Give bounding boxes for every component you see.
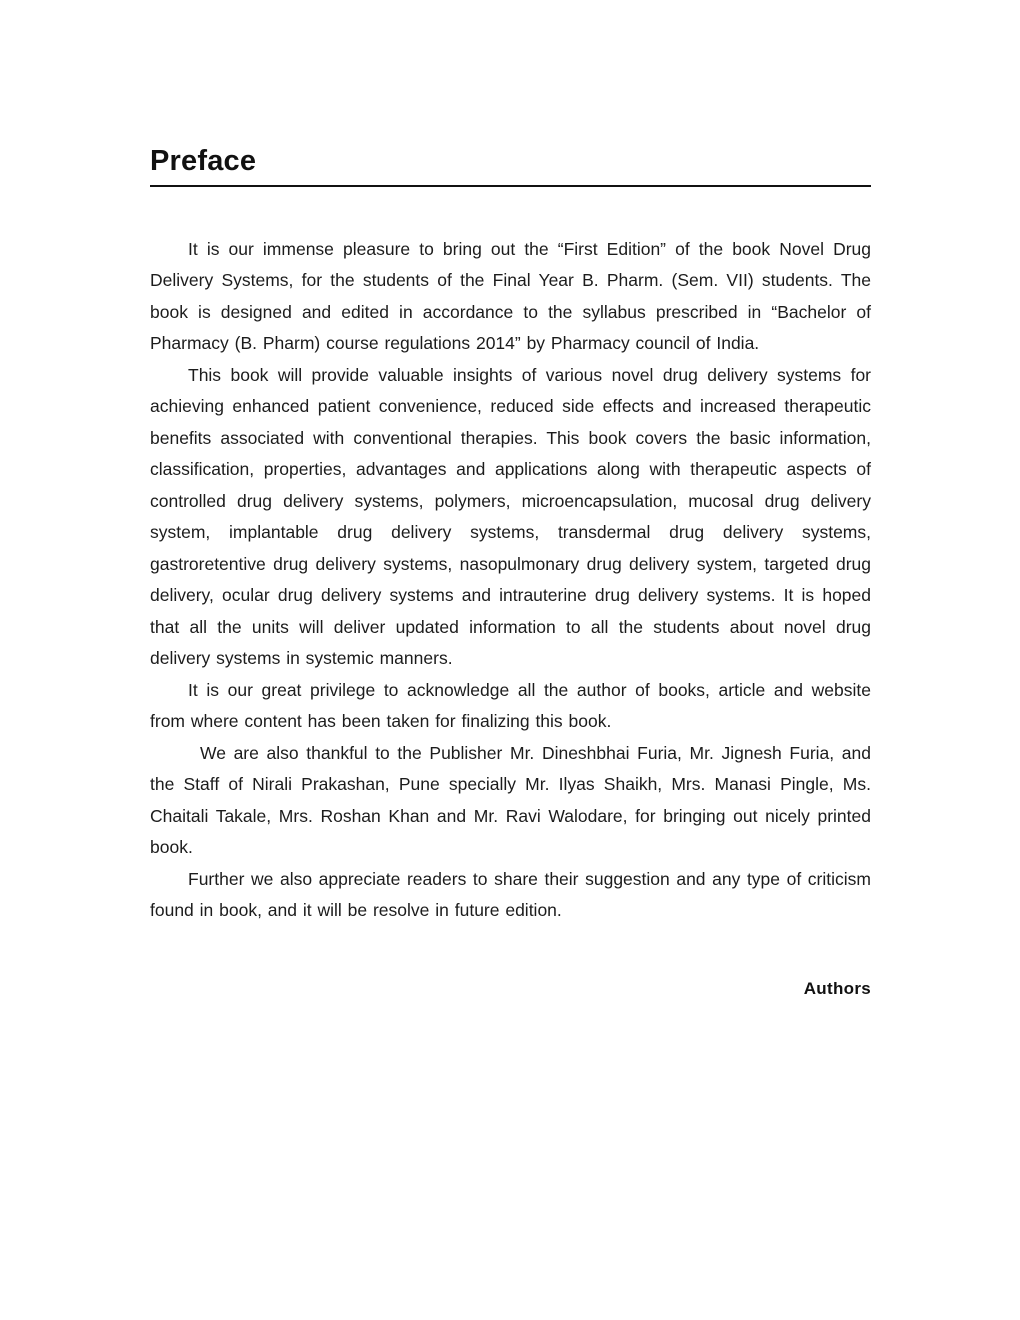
authors-signature: Authors [803,978,871,998]
preface-paragraph-4: We are also thankful to the Publisher Mr. Dineshbhai Furia, Mr. Jignesh Furia, and the Staff of Nirali Prakashan, Pune specially Mr. Ilyas Shaikh, Mrs. Manasi Pingle, Ms. Chaitali Takale, Mrs. Roshan Khan and Mr. Ravi Walodare, for bringing out nicely printed book. [150,742,871,858]
preface-paragraph-2: This book will provide valuable insights of various novel drug delivery systems for achieving enhanced patient convenience, reduced side effects and increased therapeutic benefits associated with conventional therapies. This book covers the basic information, classification, properties, advantages and applications along with therapeutic aspects of controlled drug delivery systems, polymers, microencapsulation, mucosal drug delivery system, implantable drug delivery systems, transdermal drug delivery systems, gastroretentive drug delivery systems, nasopulmonary drug delivery system, targeted drug delivery, ocular drug delivery systems and intrauterine drug delivery systems. It is hoped that all the units will deliver updated information to all the students about novel drug delivery systems in systemic manners. [150,364,871,669]
preface-paragraph-5: Further we also appreciate readers to share their suggestion and any type of criticism found in book, and it will be resolve in future edition. [150,868,871,921]
preface-body [150,234,871,927]
preface-paragraph-3: It is our great privilege to acknowledge all the author of books, article and website from where content has been taken for finalizing this book. [150,679,871,732]
preface-paragraph-1: It is our immense pleasure to bring out the “First Edition” of the book Novel Drug Delivery Systems, for the students of the Final Year B. Pharm. (Sem. VII) students. The book is designed and edited in accordance to the syllabus prescribed in “Bachelor of Pharmacy (B. Pharm) course regulations 2014” by Pharmacy council of India. [150,238,871,354]
preface-page [150,146,871,999]
page-title: Preface [150,146,871,187]
